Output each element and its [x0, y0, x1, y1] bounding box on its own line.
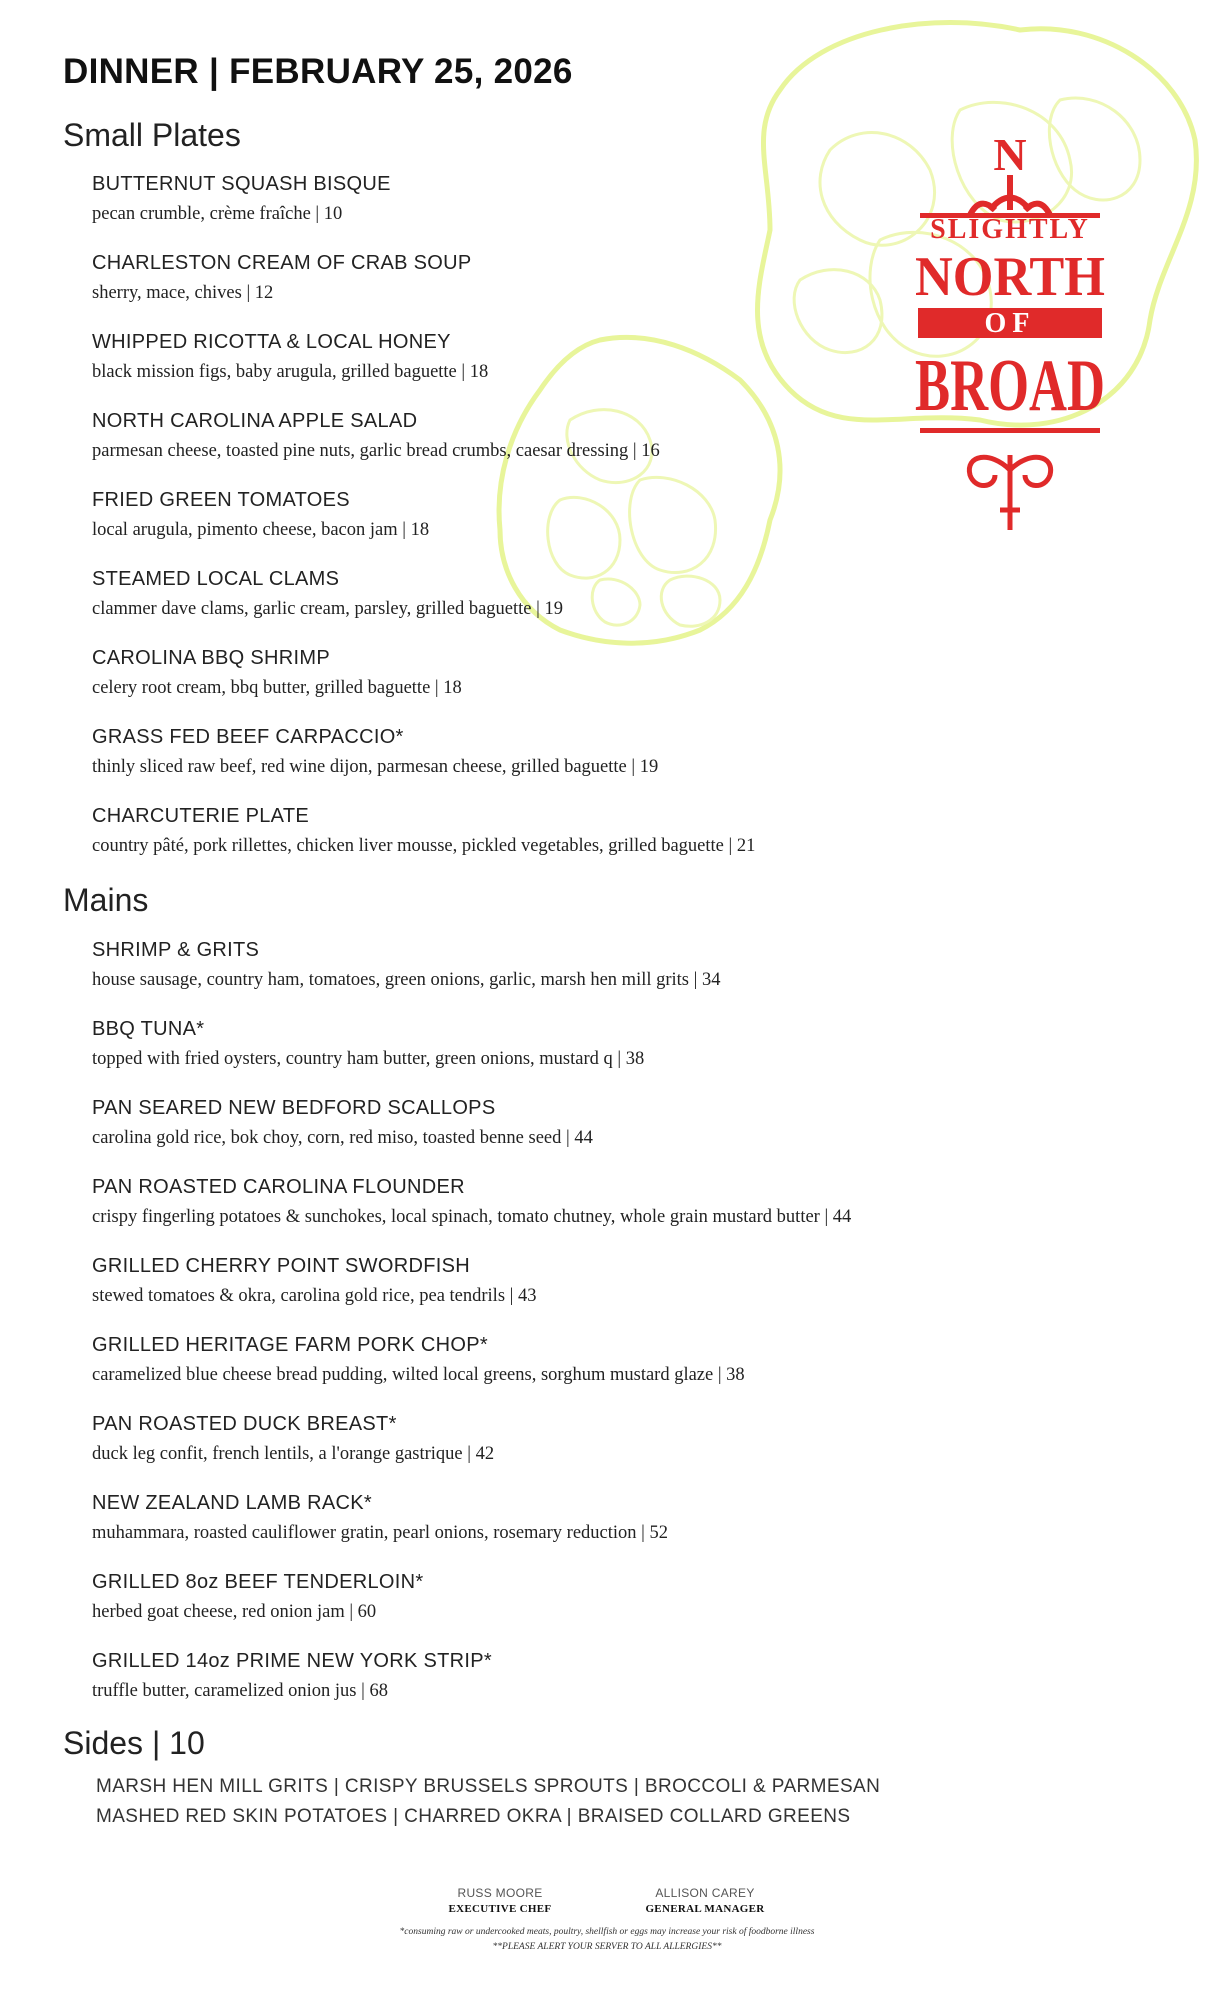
chef-credit — [440, 1886, 560, 1915]
menu-item — [92, 803, 992, 882]
section-heading-sides: Sides | 10 — [63, 1725, 205, 1761]
item-name: PAN ROASTED CAROLINA FLOUNDER — [92, 1176, 465, 1198]
item-name: CHARCUTERIE PLATE — [92, 805, 309, 827]
food-safety-disclaimer: *consuming raw or undercooked meats, poultry, shellfish or eggs may increase your risk of foodborne illness — [399, 1927, 815, 1937]
logo-letter-n: N — [993, 129, 1027, 180]
item-description: house sausage, country ham, tomatoes, green onions, garlic, marsh hen mill grits | 34 — [92, 970, 721, 990]
item-description: sherry, mace, chives | 12 — [92, 283, 274, 303]
menu-item — [92, 1411, 992, 1490]
item-description: clammer dave clams, garlic cream, parsley, grilled baguette | 19 — [92, 599, 563, 619]
menu-item — [92, 937, 992, 1016]
item-name: CAROLINA BBQ SHRIMP — [92, 647, 330, 669]
menu-item — [92, 1174, 992, 1253]
item-description: celery root cream, bbq butter, grilled baguette | 18 — [92, 678, 462, 698]
item-name: GRILLED 8oz BEEF TENDERLOIN* — [92, 1571, 424, 1593]
item-name: NORTH CAROLINA APPLE SALAD — [92, 410, 418, 432]
item-name: PAN ROASTED DUCK BREAST* — [92, 1413, 397, 1435]
manager-credit — [640, 1886, 770, 1915]
item-name: BUTTERNUT SQUASH BISQUE — [92, 173, 391, 195]
item-description: truffle butter, caramelized onion jus | 68 — [92, 1681, 388, 1701]
sides-line-1: MARSH HEN MILL GRITS | CRISPY BRUSSELS SPROUTS | BROCCOLI & PARMESAN — [96, 1776, 881, 1797]
item-name: GRASS FED BEEF CARPACCIO* — [92, 726, 404, 748]
allergy-note: **PLEASE ALERT YOUR SERVER TO ALL ALLERGIES** — [492, 1942, 722, 1952]
manager-name: ALLISON CAREY — [655, 1886, 755, 1900]
menu-item — [92, 329, 992, 408]
item-name: CHARLESTON CREAM OF CRAB SOUP — [92, 252, 472, 274]
item-description: country pâté, pork rillettes, chicken liver mousse, pickled vegetables, grilled baguette | 21 — [92, 836, 756, 856]
item-description: stewed tomatoes & okra, carolina gold rice, pea tendrils | 43 — [92, 1286, 537, 1306]
item-description: carolina gold rice, bok choy, corn, red miso, toasted benne seed | 44 — [92, 1128, 593, 1148]
mains-list — [92, 937, 992, 1727]
small-plates-list — [92, 171, 992, 882]
menu-item — [92, 1253, 992, 1332]
item-description: thinly sliced raw beef, red wine dijon, parmesan cheese, grilled baguette | 19 — [92, 757, 659, 777]
logo-line-2: NORTH — [915, 246, 1105, 308]
item-description: black mission figs, baby arugula, grilled baguette | 18 — [92, 362, 489, 382]
menu-item — [92, 250, 992, 329]
item-description: herbed goat cheese, red onion jam | 60 — [92, 1602, 377, 1622]
item-description: local arugula, pimento cheese, bacon jam | 18 — [92, 520, 430, 540]
menu-item — [92, 566, 992, 645]
chef-name: RUSS MOORE — [457, 1886, 543, 1900]
menu-item — [92, 1569, 992, 1648]
sides-line-2: MASHED RED SKIN POTATOES | CHARRED OKRA | BRAISED COLLARD GREENS — [96, 1806, 851, 1827]
logo-line-1: SLIGHTLY — [930, 214, 1090, 245]
menu-item — [92, 724, 992, 803]
item-description: pecan crumble, crème fraîche | 10 — [92, 204, 343, 224]
menu-item — [92, 645, 992, 724]
item-name: BBQ TUNA* — [92, 1018, 205, 1040]
section-heading-mains: Mains — [63, 882, 149, 918]
item-name: SHRIMP & GRITS — [92, 939, 260, 961]
item-name: PAN SEARED NEW BEDFORD SCALLOPS — [92, 1097, 496, 1119]
item-name: FRIED GREEN TOMATOES — [92, 489, 350, 511]
chef-title: EXECUTIVE CHEF — [448, 1903, 552, 1915]
item-description: muhammara, roasted cauliflower gratin, pearl onions, rosemary reduction | 52 — [92, 1523, 668, 1543]
item-description: caramelized blue cheese bread pudding, wilted local greens, sorghum mustard glaze | 38 — [92, 1365, 745, 1385]
item-name: GRILLED CHERRY POINT SWORDFISH — [92, 1255, 470, 1277]
item-name: NEW ZEALAND LAMB RACK* — [92, 1492, 372, 1514]
menu-item — [92, 1332, 992, 1411]
item-name: STEAMED LOCAL CLAMS — [92, 568, 340, 590]
item-description: topped with fried oysters, country ham butter, green onions, mustard q | 38 — [92, 1049, 645, 1069]
page-title: DINNER | FEBRUARY 25, 2026 — [63, 52, 573, 91]
item-name: GRILLED 14oz PRIME NEW YORK STRIP* — [92, 1650, 492, 1672]
item-description: parmesan cheese, toasted pine nuts, garlic bread crumbs, caesar dressing | 16 — [92, 441, 660, 461]
menu-item — [92, 171, 992, 250]
menu-item — [92, 1490, 992, 1569]
item-description: crispy fingerling potatoes & sunchokes, local spinach, tomato chutney, whole grain mustard butter | 44 — [92, 1207, 852, 1227]
logo-line-4: BROAD — [915, 345, 1105, 427]
item-name: GRILLED HERITAGE FARM PORK CHOP* — [92, 1334, 488, 1356]
manager-title: GENERAL MANAGER — [645, 1903, 765, 1915]
menu-item — [92, 1648, 992, 1727]
menu-item — [92, 408, 992, 487]
item-name: WHIPPED RICOTTA & LOCAL HONEY — [92, 331, 451, 353]
menu-item — [92, 1016, 992, 1095]
logo-line-3: OF — [984, 308, 1036, 339]
menu-item — [92, 487, 992, 566]
section-heading-small-plates: Small Plates — [63, 117, 241, 153]
menu-item — [92, 1095, 992, 1174]
item-description: duck leg confit, french lentils, a l'orange gastrique | 42 — [92, 1444, 495, 1464]
